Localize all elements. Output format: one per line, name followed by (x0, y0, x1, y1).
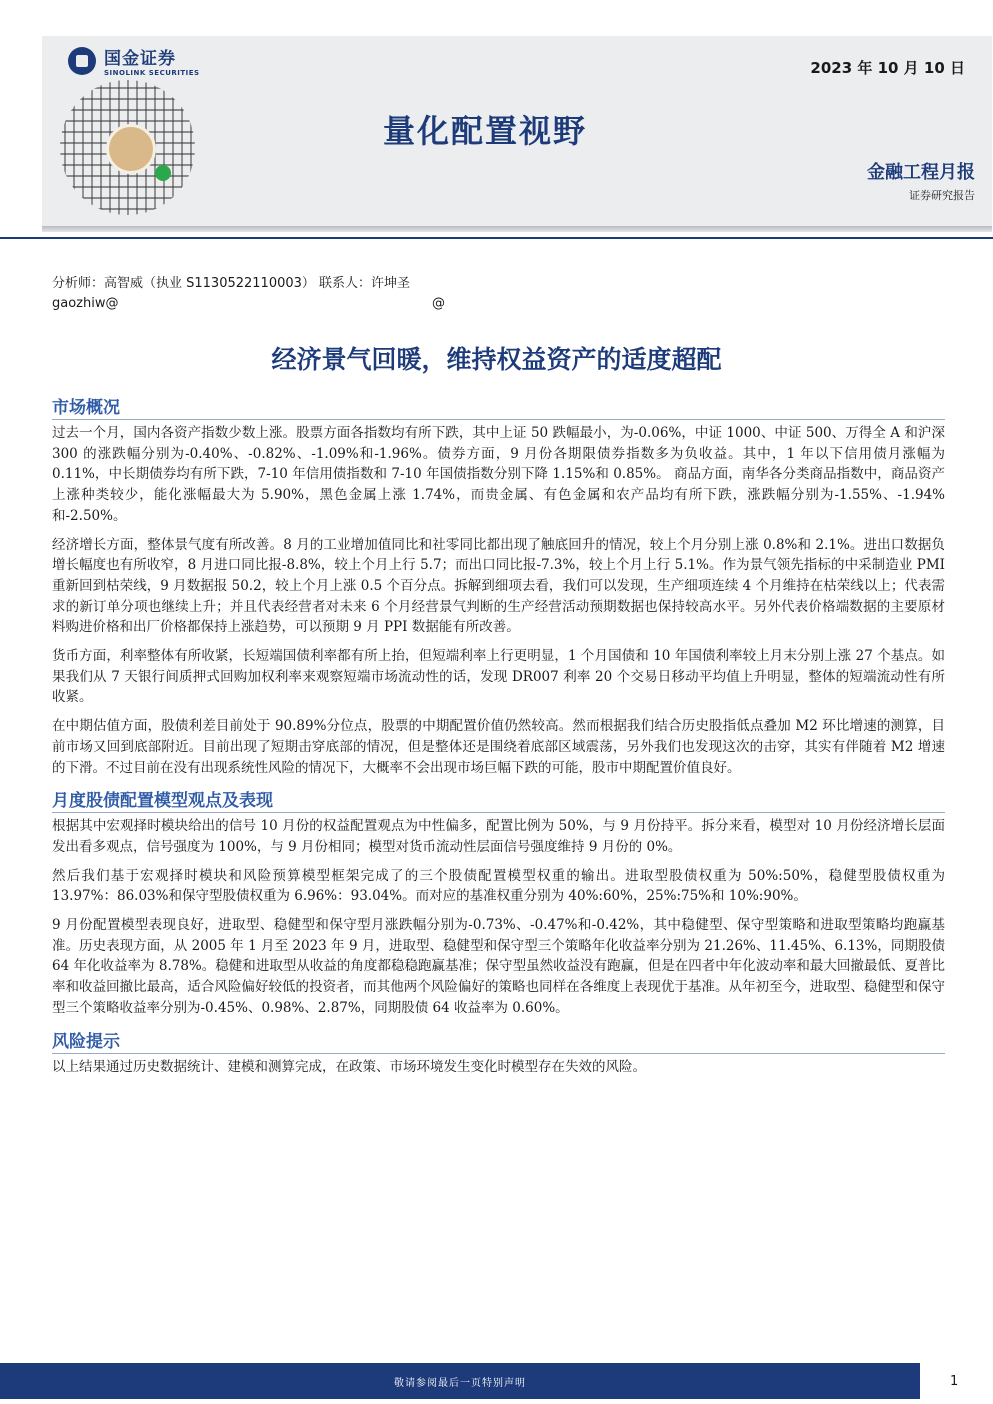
contact-email[interactable]: @ (432, 296, 445, 311)
report-title: 量化配置视野 (383, 112, 588, 150)
analyst-email[interactable]: gaozhiw@ (52, 296, 119, 311)
footer-disclaimer: 敬请参阅最后一页特别声明 (394, 1378, 526, 1389)
article-title: 经济景气回暖，维持权益资产的适度超配 (271, 345, 722, 374)
paragraph: 9 月份配置模型表现良好，进取型、稳健型和保守型月涨跌幅分别为-0.73%、-0.47%和-0.42%，其中稳健型、保守型策略和进取型策略均跑赢基准。历史表现方面，从 2005 年 1 月至 2023 年 9 月，进取型、稳健型和保守型三个策略年化收益率分别为 21.26%、11.45%、6.13%，同期股债 64 年化收益率为 8.78%。稳健和进取型从收益的角度都稳稳跑赢基准；保守型虽然收益没有跑赢，但是在四者中年化波动率和最大回撤最低、夏普比率和收益回撤比最高，适合风险偏好较低的投资者，而其他两个风险偏好的策略也同样在各维度上表现优于基准。从年初至今，进取型、稳健型和保守型三个策略收益率分别为-0.45%、0.98%、2.87%，同期股债 64 收益率为 0.60%。 (52, 917, 945, 1016)
section-heading-risk: 风险提示 (52, 1027, 945, 1054)
paragraph: 然后我们基于宏观择时模块和风险预算模型框架完成了的三个股债配置模型权重的输出。进取型股债权重为 50%:50%，稳健型股债权重为 13.97%：86.03%和保守型股债权重为 6.96%：93.04%。而对应的基准权重分别为 40%:60%，25%:75%和 10%:90%。 (52, 867, 945, 905)
section-heading-model: 月度股债配置模型观点及表现 (52, 786, 945, 813)
paragraph: 经济增长方面，整体景气度有所改善。8 月的工业增加值同比和社零同比都出现了触底回升的情况，较上个月分别上涨 0.8%和 2.1%。进出口数据负增长幅度也有所收窄，8 月进口同比报-8.8%，较上个月上行 5.7；而出口同比报-7.3%，较上个月上行 5.1%。作为景气领先指标的中采制造业 PMI 重新回到枯荣线，9 月数据报 50.2，较上个月上涨 0.5 个百分点。拆解到细项去看，我们可以发现，生产细项连续 4 个月维持在枯荣线以上；代表需求的新订单分项也继续上升；并且代表经营者对未来 6 个月经营景气判断的生产经营活动预期数据也保持较高水平。另外代表价格端数据的主要原材料购进价格和出厂价格都保持上涨趋势，可以预期 9 月 PPI 数据能有所改善。 (52, 536, 945, 636)
analyst-info (52, 274, 445, 314)
logo-name-en: SINOLINK SECURITIES (104, 69, 200, 77)
paragraph: 货币方面，利率整体有所收紧，长短端国债利率都有所上抬，但短端利率上行更明显，1 个月国债和 10 年国债利率较上月末分别上涨 27 个基点。如果我们从 7 天银行间质押式回购加权利率来观察短端市场流动性的话，发现 DR007 利率 20 个交易日移动平均值上升明显，整体的短端流动性有所收紧。 (52, 648, 945, 706)
header-shadow (42, 226, 992, 232)
wechat-badge-icon (155, 165, 171, 181)
paragraph: 过去一个月，国内各资产指数少数上涨。股票方面各指数均有所下跌，其中上证 50 跌幅最小，为-0.06%，中证 1000、中证 500、万得全 A 和沪深 300 的涨跌幅分别为-0.40%、-0.82%、-1.09%和-1.96%。债券方面，9 月份各期限债券指数多为负收益。其中，1 年以下信用债月涨幅为 0.11%，中长期债券均有所下跌，7-10 年信用债指数和 7-10 年国债指数分别下降 1.15%和 0.85%。 商品方面，南华各分类商品指数中，商品资产上涨种类较少，能化涨幅最大为 5.90%，黑色金属上涨 1.74%，而贵金属、有色金属和农产品均有所下跌，涨跌幅分别为-1.55%、-1.94%和-2.50%。 (52, 425, 945, 524)
report-type: 金融工程月报 (867, 162, 975, 183)
report-date: 2023 年 10 月 10 日 (810, 59, 965, 77)
paragraph: 在中期估值方面，股债利差目前处于 90.89%分位点，股票的中期配置价值仍然较高。然而根据我们结合历史股指低点叠加 M2 环比增速的测算，目前市场又回到底部附近。目前出现了短期击穿底部的情况，但是整体还是围绕着底部区域震荡，另外我们也发现这次的击穿，其实有伴随着 M2 增速的下滑。不过目前在没有出现系统性风险的情况下，大概率不会出现市场巨幅下跌的可能，股市中期配置价值良好。 (52, 718, 945, 776)
paragraph: 以上结果通过历史数据统计、建模和测算完成，在政策、市场环境发生变化时模型存在失效的风险。 (52, 1058, 646, 1075)
brand-logo (68, 44, 200, 77)
logo-name-cn: 国金证券 (104, 49, 176, 69)
report-body (52, 393, 945, 1085)
header-divider (0, 237, 993, 239)
logo-mark-icon (68, 47, 96, 75)
analyst-line: 分析师：高智威（执业 S1130522110003） 联系人：许坤圣 (52, 276, 411, 291)
paragraph: 根据其中宏观择时模块给出的信号 10 月份的权益配置观点为中性偏多，配置比例为 50%，与 9 月份持平。拆分来看，模型对 10 月份经济增长层面发出看多观点，信号强度为 100%，与 9 月份相同；模型对货币流动性层面信号强度维持 9 月份的 0%。 (52, 818, 945, 855)
report-subtype: 证券研究报告 (909, 189, 975, 202)
page-number: 1 (950, 1374, 959, 1389)
qr-center-logo (106, 124, 156, 174)
section-heading-market: 市场概况 (52, 393, 945, 420)
